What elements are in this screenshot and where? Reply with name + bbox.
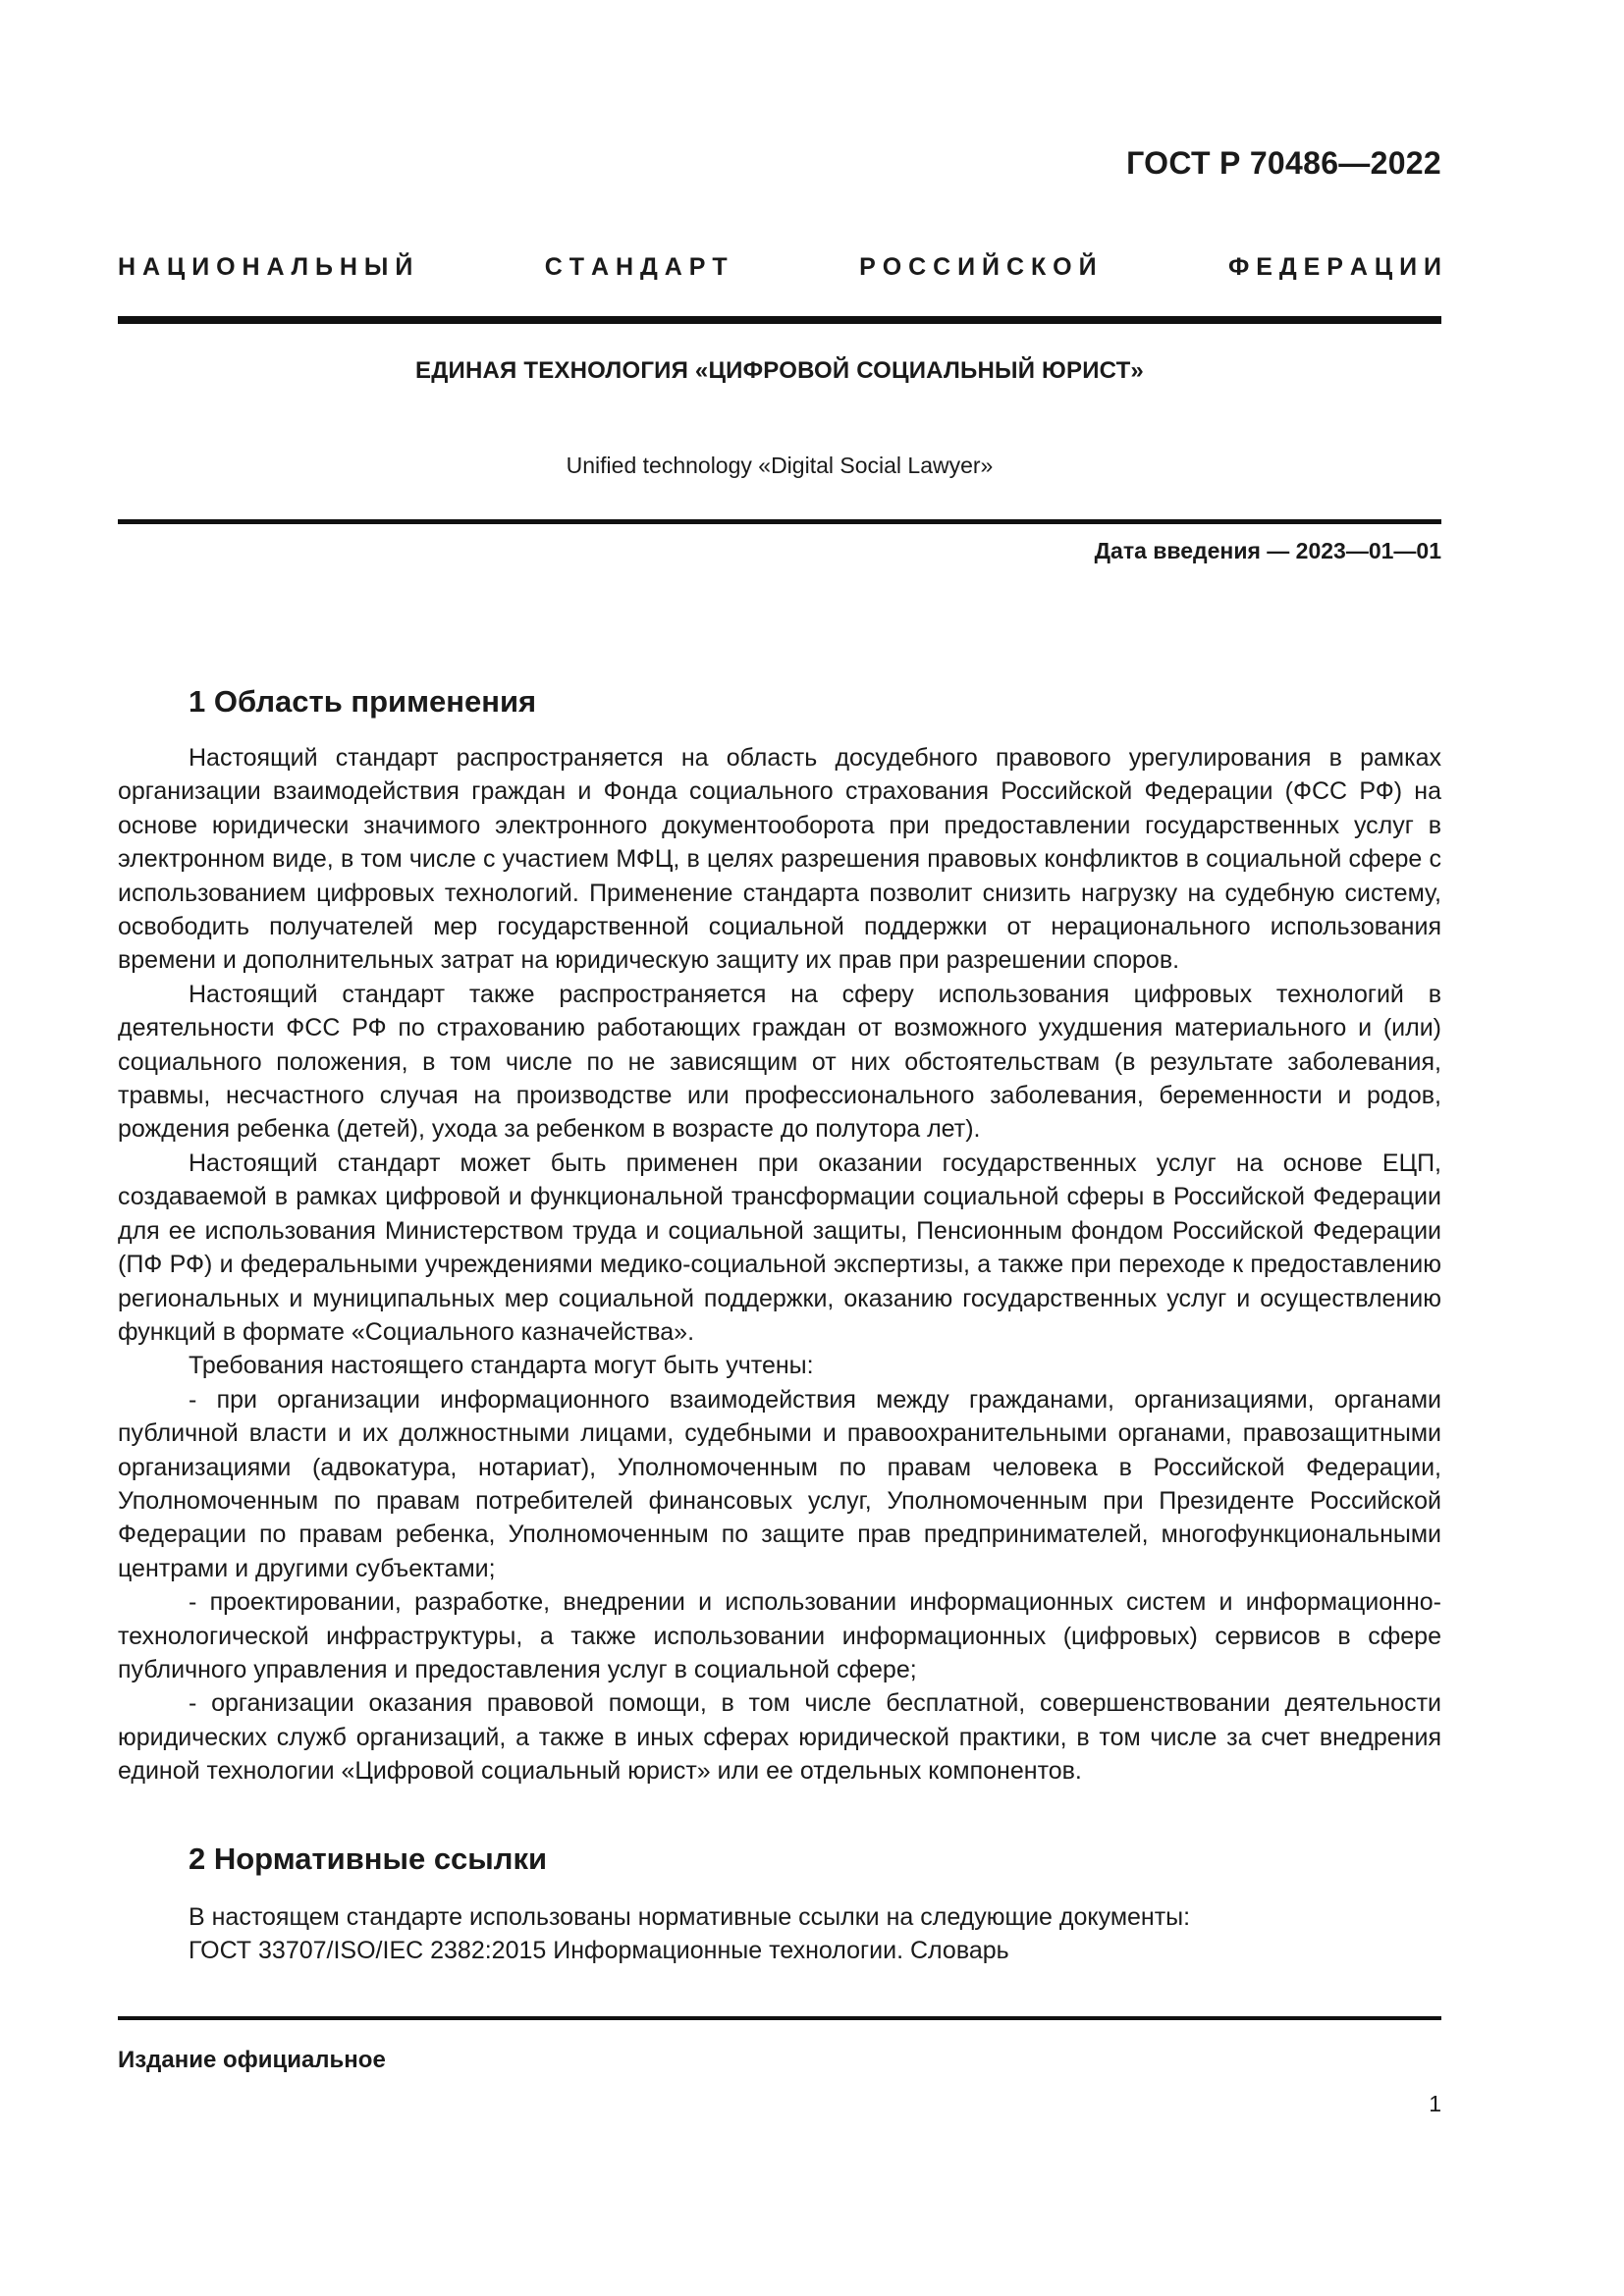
paragraph: Настоящий стандарт может быть применен при оказании государственных услуг на основе ЕЦП, создаваемой в рамках цифровой и функциональной трансформации социальной сферы в Российской Федерации для ее использования Министерством труда и социальной защиты, Пенсионным фондом Российской Федерации (ПФ РФ) и федеральными учреждениями медико-социальной экспертизы, а также при переходе к предоставлению региональных и муниципальных мер социальной поддержки, оказанию государственных услуг и осуществлению функций в формате «Социального казначейства».: [118, 1148, 1441, 1346]
section-body: [118, 741, 1441, 1789]
paragraph: Настоящий стандарт также распространяется на сферу использования цифровых технологий в деятельности ФСС РФ по страхованию работающих граждан от возможного ухудшения материального и (или) социального положения, в том числе по не зависящим от них обстоятельствам (в результате заболевания, травмы, несчастного случая на производстве или профессионального заболевания, беременности и родов, рождения ребенка (детей), ухода за ребенком в возрасте до полутора лет).: [118, 980, 1441, 1144]
edition-label: Издание официальное: [118, 2047, 386, 2073]
paragraph: - организации оказания правовой помощи, в том числе бесплатной, совершенствовании деятельности юридических служб организаций, а также в иных сферах юридической практики, в том числе за счет внедрения единой технологии «Цифровой социальный юрист» или ее отдельных компонентов.: [118, 1689, 1441, 1786]
reference-item: ГОСТ 33707/ISO/IEC 2382:2015 Информационные технологии. Словарь: [189, 1937, 1009, 1965]
introduction-date: Дата введения — 2023—01—01: [1094, 538, 1441, 563]
banner-word: Н А Ц И О Н А Л Ь Н Ы Й: [118, 253, 413, 281]
national-standard-banner: [118, 253, 1441, 282]
page-number: 1: [1429, 2091, 1441, 2116]
banner-word: Ф Е Д Е Р А Ц И И: [1228, 253, 1441, 281]
banner-word: С Т А Н Д А Р Т: [544, 253, 728, 281]
section-body: [118, 1900, 1441, 1968]
document-subtitle: Unified technology «Digital Social Lawyer»: [566, 453, 994, 478]
section-heading: 1 Область применения: [189, 684, 537, 719]
footer-rule: [118, 2016, 1441, 2020]
section-heading: 2 Нормативные ссылки: [189, 1842, 548, 1876]
paragraph: - проектировании, разработке, внедрении и использовании информационных систем и информационно-технологической инфраструктуры, а также использовании информационных (цифровых) сервисов в сфере публичного управления и предоставления услуг в социальной сфере;: [118, 1588, 1441, 1683]
banner-word: Р О С С И Й С К О Й: [859, 253, 1097, 281]
document-title: ЕДИНАЯ ТЕХНОЛОГИЯ «ЦИФРОВОЙ СОЦИАЛЬНЫЙ ЮРИСТ»: [415, 357, 1144, 384]
standard-code: ГОСТ Р 70486—2022: [1126, 145, 1441, 181]
paragraph: - при организации информационного взаимодействия между гражданами, организациями, органами публичной власти и их должностными лицами, судебными и правоохранительными органами, правозащитными организациями (адвокатура, нотариат), Уполномоченным по правам человека в Российской Федерации, Уполномоченным по правам потребителей финансовых услуг, Уполномоченным при Президенте Российской Федерации по правам ребенка, Уполномоченным по защите прав предпринимателей, многофункциональными центрами и другими субъектами;: [118, 1385, 1441, 1582]
paragraph: Настоящий стандарт распространяется на область досудебного правового урегулирования в рамках организации взаимодействия граждан и Фонда социального страхования Российской Федерации (ФСС РФ) на основе юридически значимого электронного документооборота при предоставлении государственных услуг в электронном виде, в том числе с участием МФЦ, в целях разрешения правовых конфликтов в социальной сфере с использованием цифровых технологий. Применение стандарта позволит снизить нагрузку на судебную систему, освободить получателей мер государственной социальной поддержки от нерационального использования времени и дополнительных затрат на юридическую защиту их прав при разрешении споров.: [118, 744, 1441, 975]
paragraph: В настоящем стандарте использованы нормативные ссылки на следующие документы:: [189, 1903, 1191, 1931]
header-rule: [118, 316, 1441, 324]
section-normative-references: [118, 1842, 1441, 1968]
paragraph: Требования настоящего стандарта могут быть учтены:: [189, 1352, 814, 1380]
subtitle-rule: [118, 519, 1441, 524]
section-scope: [118, 684, 1441, 1789]
